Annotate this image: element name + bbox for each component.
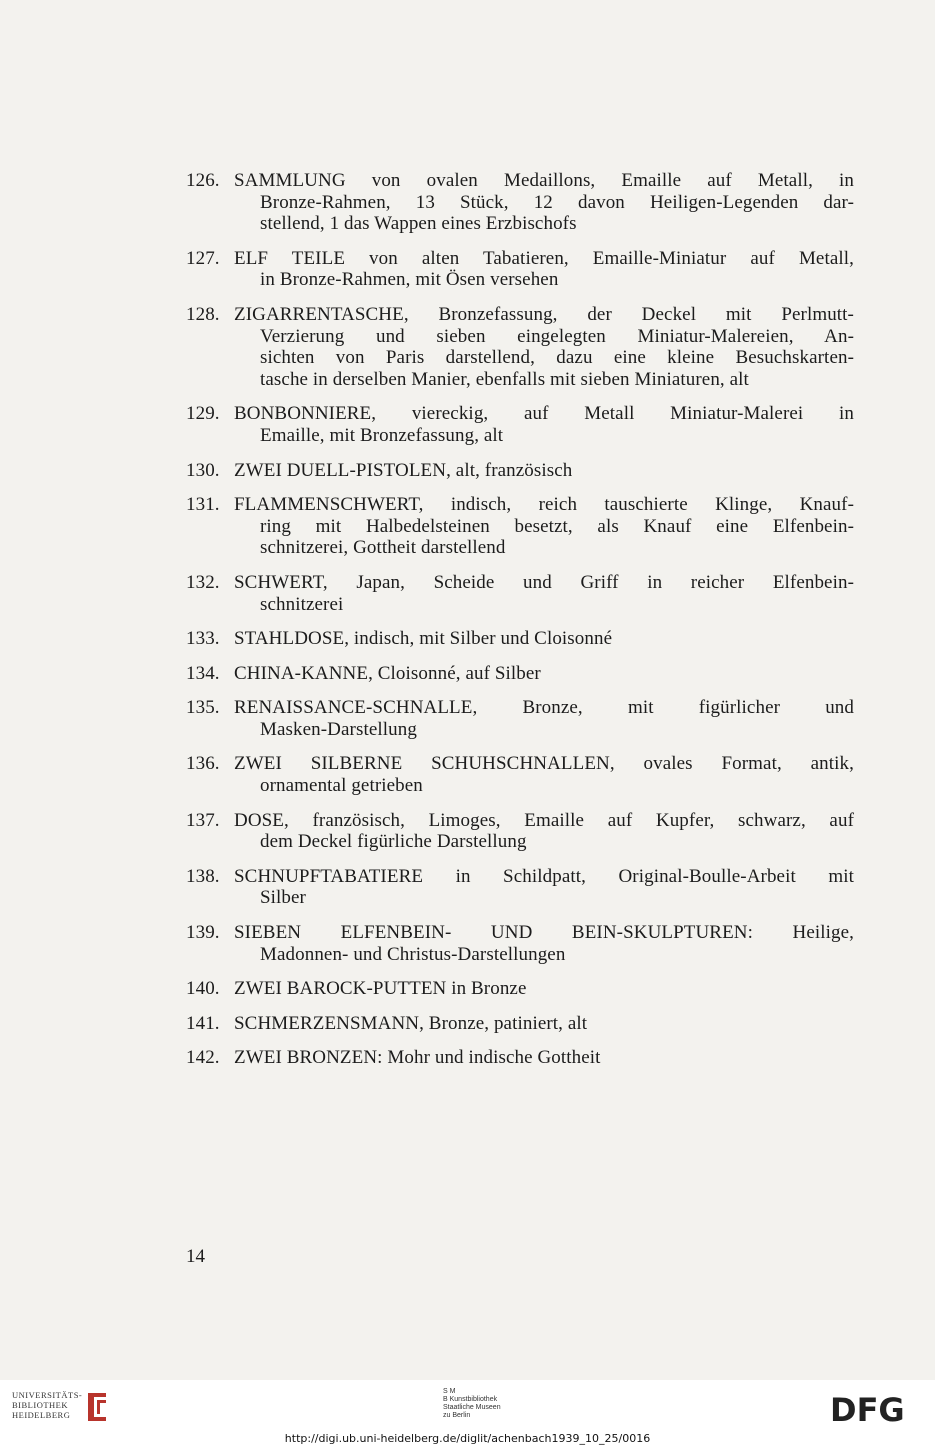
entry-line: schnitzerei, Gottheit darstellend	[260, 537, 506, 559]
entry-number: 132.	[186, 571, 220, 593]
entry-number: 131.	[186, 494, 220, 516]
catalog-entry	[186, 922, 854, 965]
entry-line: sichten von Paris darstellend, dazu eine kleine Besuchskarten-	[260, 347, 854, 369]
entry-line: Emaille, mit Bronzefassung, alt	[260, 424, 504, 446]
catalog-entry	[186, 304, 854, 390]
entry-line: DOSE, französisch, Limoges, Emaille auf Kupfer, schwarz, auf	[234, 809, 854, 831]
entry-line: SCHWERT, Japan, Scheide und Griff in reicher Elfenbein-	[234, 571, 854, 593]
sm-line: S M	[443, 1388, 456, 1395]
entry-number: 139.	[186, 922, 220, 944]
entry-line: SAMMLUNG von ovalen Medaillons, Emaille auf Metall, in	[234, 170, 854, 191]
footer-bar	[0, 1380, 935, 1446]
entry-line: SIEBEN ELFENBEIN- UND BEIN-SKULPTUREN: Heilige,	[234, 922, 854, 944]
catalog-entry	[186, 697, 854, 740]
entry-number: 140.	[186, 978, 220, 1000]
entry-line: Masken-Darstellung	[260, 718, 417, 740]
entry-line: ZWEI BRONZEN: Mohr und indische Gottheit	[234, 1047, 601, 1069]
entry-number: 133.	[186, 628, 220, 650]
catalog-entry	[186, 460, 854, 482]
entry-line: tasche in derselben Manier, ebenfalls mit sieben Miniaturen, alt	[260, 368, 749, 390]
entry-line: SCHNUPFTABATIERE in Schildpatt, Original-Boulle-Arbeit mit	[234, 865, 854, 887]
catalog-entry	[186, 1047, 854, 1069]
entry-number: 127.	[186, 247, 220, 269]
entry-line: CHINA-KANNE, Cloisonné, auf Silber	[234, 662, 541, 684]
catalog-entry	[186, 663, 854, 685]
entry-number: 136.	[186, 753, 220, 775]
catalog-entry	[186, 248, 854, 291]
entry-line: Bronze-Rahmen, 13 Stück, 12 davon Heiligen-Legenden dar-	[260, 191, 854, 213]
kunstbibliothek-logo	[443, 1388, 501, 1420]
entry-number: 137.	[186, 809, 220, 831]
entry-line: stellend, 1 das Wappen eines Erzbischofs	[260, 213, 577, 235]
catalog-entry	[186, 628, 854, 650]
dfg-logo-text: DFG	[830, 1394, 905, 1424]
university-line: HEIDELBERG	[12, 1410, 71, 1420]
university-library-logo	[12, 1390, 82, 1420]
sm-line: B Kunstbibliothek	[443, 1396, 498, 1403]
catalog-entries	[186, 170, 854, 1082]
entry-line: ZWEI SILBERNE SCHUHSCHNALLEN, ovales Format, antik,	[234, 753, 854, 775]
entry-line: Verzierung und sieben eingelegten Miniatur-Malereien, An-	[260, 325, 854, 347]
catalog-entry	[186, 170, 854, 235]
entry-line: schnitzerei	[260, 593, 344, 615]
entry-line: in Bronze-Rahmen, mit Ösen versehen	[260, 269, 559, 291]
university-emblem-icon	[84, 1389, 110, 1423]
page-number: 14	[186, 1246, 205, 1267]
entry-line: dem Deckel figürliche Darstellung	[260, 831, 527, 853]
entry-number: 129.	[186, 403, 220, 425]
catalog-entry	[186, 1013, 854, 1035]
entry-number: 130.	[186, 459, 220, 481]
entry-line: ornamental getrieben	[260, 775, 423, 797]
entry-line: SCHMERZENSMANN, Bronze, patiniert, alt	[234, 1012, 588, 1034]
entry-line: BONBONNIERE, viereckig, auf Metall Miniatur-Malerei in	[234, 403, 854, 425]
university-line: UNIVERSITÄTS-	[12, 1390, 83, 1400]
sm-line: zu Berlin	[443, 1412, 471, 1419]
entry-number: 135.	[186, 697, 220, 719]
catalog-entry	[186, 978, 854, 1000]
entry-line: FLAMMENSCHWERT, indisch, reich tauschierte Klinge, Knauf-	[234, 494, 854, 516]
catalog-entry	[186, 753, 854, 796]
catalog-entry	[186, 494, 854, 559]
entry-line: Madonnen- und Christus-Darstellungen	[260, 943, 566, 965]
entry-line: RENAISSANCE-SCHNALLE, Bronze, mit figürlicher und	[234, 697, 854, 719]
entry-number: 128.	[186, 303, 220, 325]
entry-number: 142.	[186, 1047, 220, 1069]
catalog-entry	[186, 810, 854, 853]
university-line: BIBLIOTHEK	[12, 1400, 68, 1410]
entry-number: 141.	[186, 1012, 220, 1034]
entry-line: Silber	[260, 887, 306, 909]
source-url-link[interactable]: http://digi.ub.uni-heidelberg.de/diglit/achenbach1939_10_25/0016	[284, 1432, 651, 1445]
catalog-entry	[186, 866, 854, 909]
entry-number: 138.	[186, 865, 220, 887]
catalog-entry	[186, 572, 854, 615]
entry-line: ring mit Halbedelsteinen besetzt, als Knauf eine Elfenbein-	[260, 515, 854, 537]
catalog-entry	[186, 403, 854, 446]
entry-line: STAHLDOSE, indisch, mit Silber und Cloisonné	[234, 628, 613, 650]
entry-line: ZWEI DUELL-PISTOLEN, alt, französisch	[234, 459, 573, 481]
entry-line: ZWEI BAROCK-PUTTEN in Bronze	[234, 978, 527, 1000]
entry-line: ZIGARRENTASCHE, Bronzefassung, der Deckel mit Perlmutt-	[234, 303, 854, 325]
sm-line: Staatliche Museen	[443, 1404, 501, 1411]
entry-number: 134.	[186, 662, 220, 684]
dfg-logo	[830, 1394, 922, 1424]
entry-number: 126.	[186, 170, 220, 191]
entry-line: ELF TEILE von alten Tabatieren, Emaille-Miniatur auf Metall,	[234, 247, 854, 269]
